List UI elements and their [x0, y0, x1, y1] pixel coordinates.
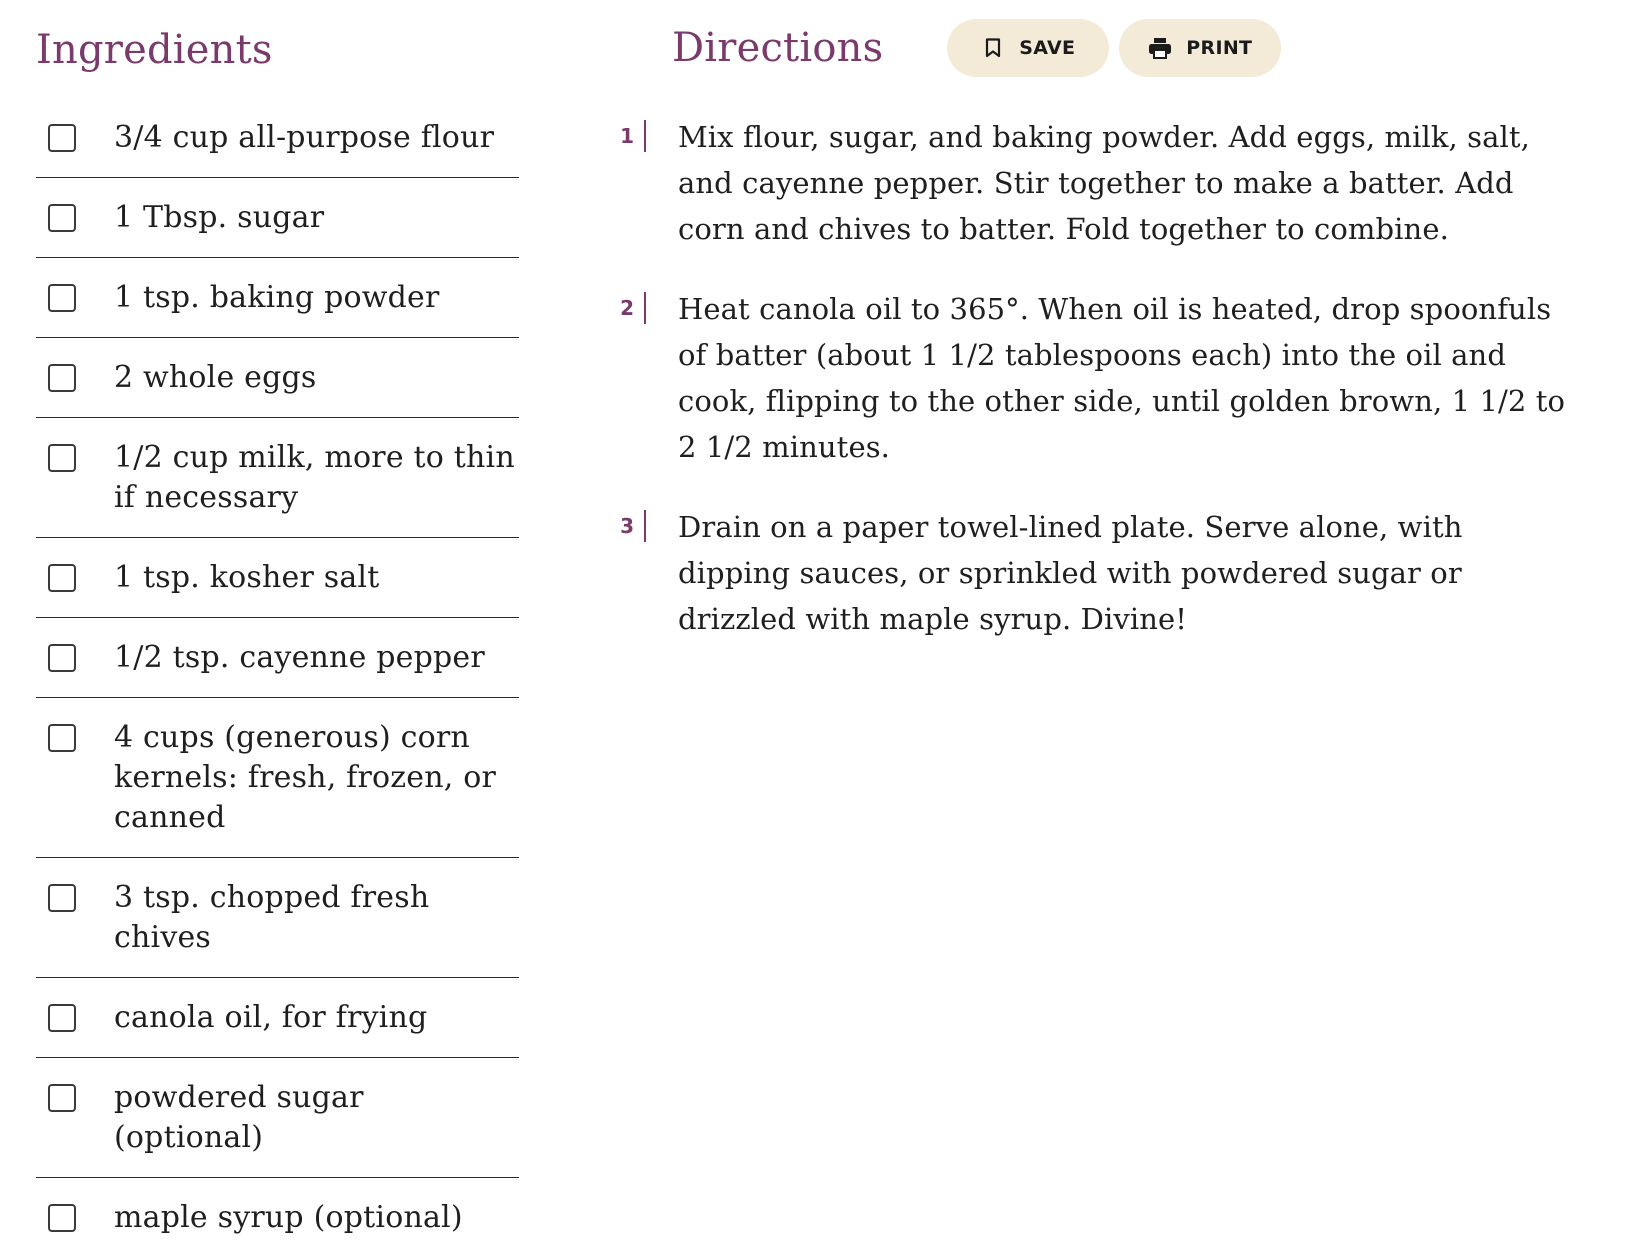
ingredient-label: 3 tsp. chopped fresh chives [114, 880, 430, 955]
ingredient-checkbox[interactable] [48, 204, 76, 232]
ingredient-label: 2 whole eggs [114, 360, 317, 395]
ingredient-checkbox[interactable] [48, 884, 76, 912]
direction-step [600, 504, 1600, 642]
ingredient-checkbox[interactable] [48, 1204, 76, 1232]
ingredient-item[interactable] [36, 338, 519, 418]
ingredient-item[interactable] [36, 98, 519, 178]
printer-icon [1148, 36, 1172, 60]
ingredient-item[interactable] [36, 858, 519, 978]
ingredient-label: 1/2 tsp. cayenne pepper [114, 640, 485, 675]
ingredient-checkbox[interactable] [48, 1084, 76, 1112]
bookmark-icon [981, 36, 1005, 60]
ingredient-item[interactable] [36, 698, 519, 858]
ingredient-item[interactable] [36, 1178, 519, 1257]
ingredient-label: maple syrup (optional) [114, 1200, 463, 1235]
ingredient-label: canola oil, for frying [114, 1000, 428, 1035]
directions-title: Directions [672, 25, 884, 71]
step-divider [644, 292, 646, 324]
ingredients-section [36, 22, 519, 1257]
step-number: 1 [620, 124, 634, 148]
ingredients-list [36, 98, 519, 1257]
ingredient-label: 1/2 cup milk, more to thin if necessary [114, 440, 515, 515]
ingredient-label: 1 tsp. baking powder [114, 280, 440, 315]
ingredient-checkbox[interactable] [48, 644, 76, 672]
save-label: SAVE [1019, 37, 1076, 59]
ingredient-item[interactable] [36, 258, 519, 338]
ingredient-label: 4 cups (generous) corn kernels: fresh, frozen, or canned [114, 720, 497, 835]
ingredient-checkbox[interactable] [48, 564, 76, 592]
ingredient-checkbox[interactable] [48, 364, 76, 392]
ingredient-checkbox[interactable] [48, 1004, 76, 1032]
ingredient-item[interactable] [36, 978, 519, 1058]
direction-step [600, 114, 1600, 252]
step-text: Drain on a paper towel-lined plate. Serve alone, with dipping sauces, or sprinkled with powdered sugar or drizzled with maple syrup. Divine! [678, 510, 1463, 636]
ingredient-label: 3/4 cup all-purpose flour [114, 120, 495, 155]
direction-step [600, 286, 1600, 470]
print-label: PRINT [1186, 37, 1253, 59]
print-button[interactable] [1119, 19, 1281, 77]
directions-steps [600, 114, 1600, 642]
ingredient-checkbox[interactable] [48, 124, 76, 152]
ingredients-title: Ingredients [36, 27, 273, 73]
save-button[interactable] [947, 19, 1109, 77]
step-text: Heat canola oil to 365°. When oil is heated, drop spoonfuls of batter (about 1 1/2 tablespoons each) into the oil and cook, flipping to the other side, until golden brown, 1 1/2 to 2 1/2 minutes. [678, 292, 1566, 464]
ingredient-checkbox[interactable] [48, 724, 76, 752]
ingredient-checkbox[interactable] [48, 284, 76, 312]
ingredient-item[interactable] [36, 1058, 519, 1178]
ingredient-label: 1 tsp. kosher salt [114, 560, 380, 595]
step-number: 3 [620, 514, 634, 538]
step-divider [644, 120, 646, 152]
ingredient-checkbox[interactable] [48, 444, 76, 472]
step-divider [644, 510, 646, 542]
step-text: Mix flour, sugar, and baking powder. Add eggs, milk, salt, and cayenne pepper. Stir together to make a batter. Add corn and chives to batter. Fold together to combine. [678, 120, 1530, 246]
directions-section [600, 18, 1600, 676]
ingredient-item[interactable] [36, 538, 519, 618]
step-number: 2 [620, 296, 634, 320]
ingredient-label: 1 Tbsp. sugar [114, 200, 325, 235]
directions-header [672, 18, 1600, 78]
ingredient-item[interactable] [36, 178, 519, 258]
ingredient-item[interactable] [36, 418, 519, 538]
ingredient-label: powdered sugar (optional) [114, 1080, 364, 1155]
ingredient-item[interactable] [36, 618, 519, 698]
